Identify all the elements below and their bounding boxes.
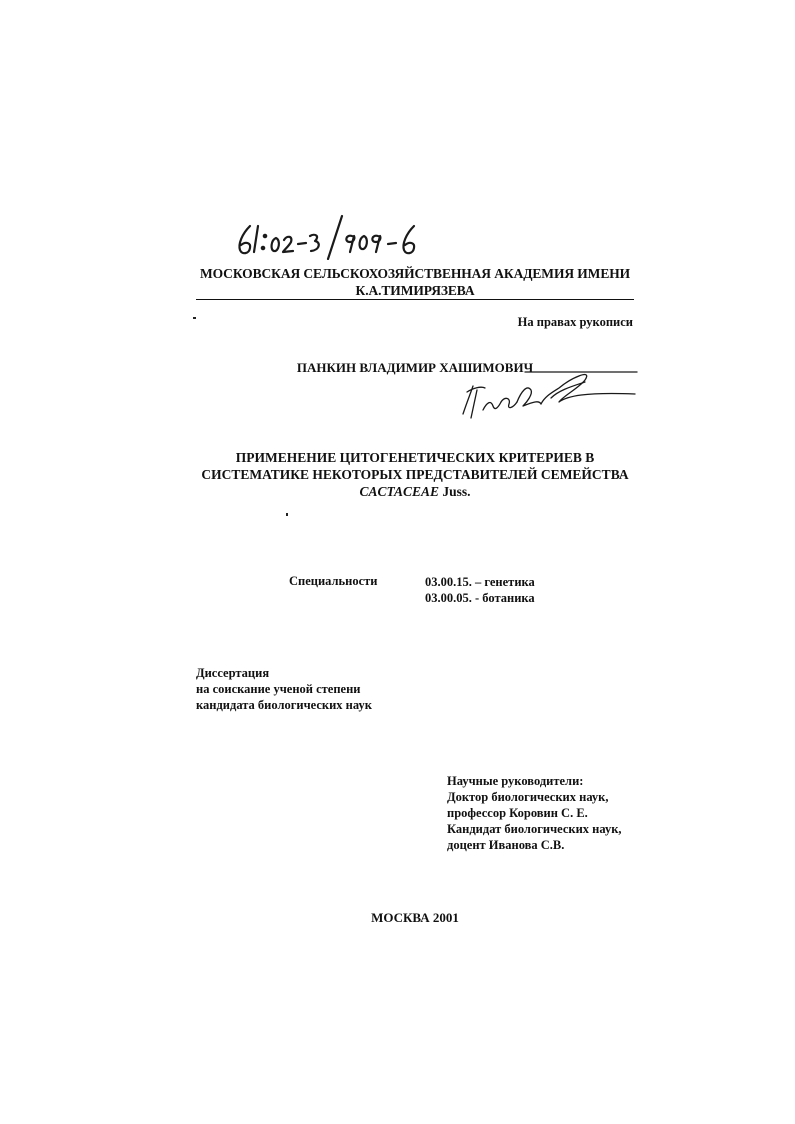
institution-line-2: К.А.ТИМИРЯЗЕВА — [355, 283, 475, 298]
supervisors-line: доцент Иванова С.В. — [447, 838, 565, 852]
specialty-label: Специальности — [289, 574, 378, 588]
city-year: МОСКВА 2001 — [371, 910, 459, 925]
supervisors-line: Доктор биологических наук, — [447, 790, 609, 804]
dissertation-degree — [196, 665, 372, 713]
title-line-3 — [150, 483, 680, 500]
degree-line: на соискание ученой степени — [196, 682, 361, 696]
title-line-1: ПРИМЕНЕНИЕ ЦИТОГЕНЕТИЧЕСКИХ КРИТЕРИЕВ В — [235, 450, 595, 465]
specialty-item: 03.00.05. - ботаника — [425, 591, 535, 605]
author-name: ПАНКИН ВЛАДИМИР ХАШИМОВИЧ — [296, 360, 534, 375]
title-family-name: CACTACEAE — [359, 484, 440, 499]
header-rule — [196, 299, 634, 300]
specialty-item: 03.00.15. – генетика — [425, 575, 535, 589]
title-line-2: СИСТЕМАТИКЕ НЕКОТОРЫХ ПРЕДСТАВИТЕЛЕЙ СЕМЕЙСТВА — [201, 467, 629, 482]
supervisors-block — [447, 773, 622, 853]
specialty-list — [425, 574, 535, 606]
degree-line: Диссертация — [196, 666, 270, 680]
institution-name — [150, 265, 680, 299]
degree-line: кандидата биологических наук — [196, 698, 372, 712]
scan-speck — [193, 317, 196, 319]
scan-speck — [286, 513, 288, 516]
handwritten-archive-code — [232, 212, 432, 260]
institution-line-1: МОСКОВСКАЯ СЕЛЬСКОХОЗЯЙСТВЕННАЯ АКАДЕМИЯ ИМЕНИ — [199, 266, 631, 281]
supervisors-line: Научные руководители: — [447, 774, 584, 788]
title-authority: Juss. — [439, 484, 471, 499]
supervisors-line: профессор Коровин С. Е. — [447, 806, 588, 820]
author-signature — [455, 362, 640, 424]
rights-note: На правах рукописи — [517, 315, 633, 329]
dissertation-title — [150, 449, 680, 500]
supervisors-line: Кандидат биологических наук, — [447, 822, 622, 836]
